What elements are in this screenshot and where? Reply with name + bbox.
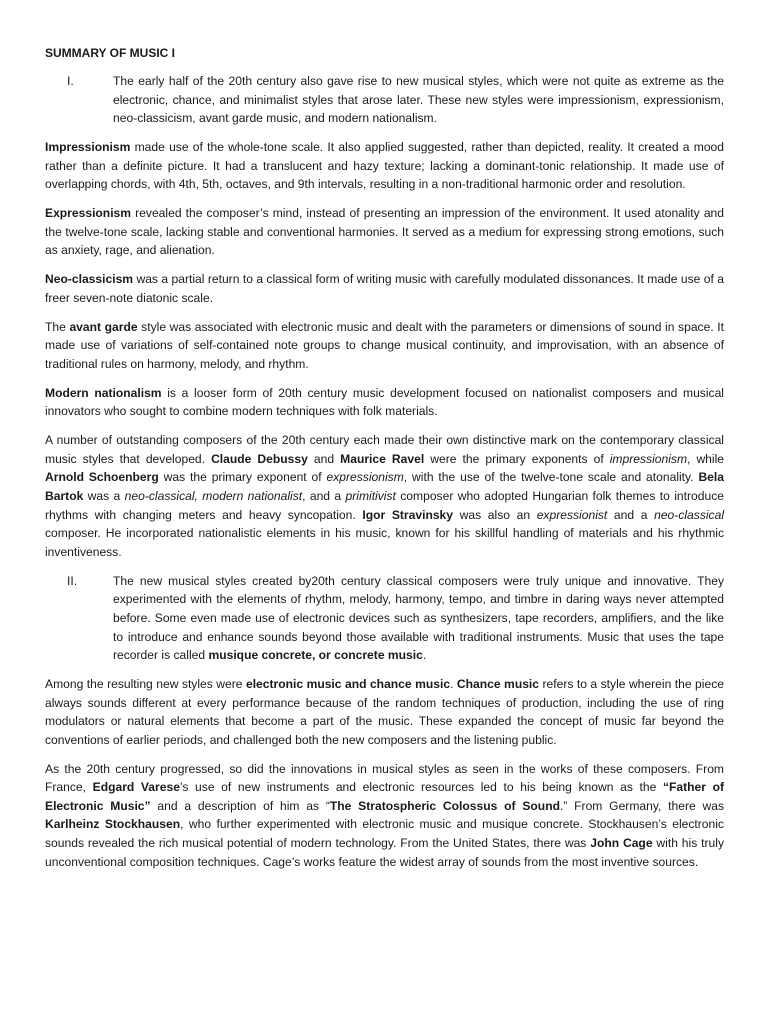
musique-concrete-term: musique concrete, or concrete music: [208, 648, 423, 663]
composers-text: was a: [83, 489, 125, 504]
neoclassicism-paragraph: [45, 270, 724, 307]
composers-text: was the primary exponent of: [158, 470, 327, 485]
nationalism-term: Modern nationalism: [45, 385, 162, 400]
impressionism-term: Impressionism: [45, 140, 131, 155]
composer-debussy: Claude Debussy: [211, 451, 308, 466]
composer-schoenberg: Arnold Schoenberg: [45, 470, 159, 485]
resulting-styles-paragraph: [45, 675, 724, 749]
composers-text: and: [307, 451, 341, 466]
nationalism-paragraph: [45, 384, 724, 421]
section-2-end: .: [422, 648, 427, 663]
avantgarde-pre: The: [45, 319, 70, 334]
resulting-text: refers to a style wherein the piece always sounds different at every performance because of the random techniques of production, including the use of ring modulators or natural elements that become a part of the music. These expanded the concept of music far beyond the conventions of earlier periods, and challenged both the new composers and the listening public.: [45, 677, 724, 747]
section-1-text: The early half of the 20th century also gave rise to new musical styles, which were not quite as extreme as the electronic, chance, and minimalist styles that arose later. These new styles were impressionism, expressionism, neo-classicism, avant garde music, and modern nationalism.: [113, 74, 724, 126]
style-expressionism: expressionism: [326, 470, 404, 485]
neoclassicism-text: was a partial return to a classical form of writing music with carefully modulated dissonances. It made use of a freer seven-note diatonic scale.: [45, 272, 724, 305]
innovations-text: ’s use of new instruments and electronic resources led to his being known as the: [179, 780, 663, 795]
expressionism-text: revealed the composer’s mind, instead of presenting an impression of the environment. It used atonality and the twelve-tone scale, lacking stable and conventional harmonies. It served as a medium for expressing strong emotions, such as anxiety, rage, and alienation.: [45, 206, 724, 258]
section-1-number: I.: [67, 74, 74, 88]
impressionism-text: made use of the whole-tone scale. It also applied suggested, rather than depicted, reality. It created a mood rather than a definite picture. It had a translucent and hazy texture; lacking a dominant-tonic relationship. It made use of overlapping chords, with 4th, 5th, octaves, and 9th intervals, resulting in a non-traditional harmonic order and resolution.: [45, 140, 724, 192]
composers-text: was also an: [453, 507, 537, 522]
composer-bartok: Bela Bartok: [45, 470, 724, 504]
composers-text: were the primary exponents of: [424, 451, 610, 466]
father-of-electronic-music: “Father of Electronic Music”: [45, 780, 724, 813]
nationalism-text: is a looser form of 20th century music development focused on nationalist composers and musical innovators who sought to combine modern techniques with folk materials.: [45, 385, 724, 419]
composers-text: and a: [607, 507, 655, 522]
expressionism-term: Expressionism: [45, 206, 132, 221]
impressionism-paragraph: [45, 138, 724, 194]
style-primitivist: primitivist: [345, 489, 396, 504]
composers-text: , with the use of the twelve-tone scale and atonality.: [403, 470, 699, 485]
composer-ravel: Maurice Ravel: [340, 451, 425, 466]
section-2-text: The new musical styles created by20th century classical composers were truly unique and innovative. They experimented with the elements of rhythm, melody, harmony, tempo, and timbre in daring ways never attempted before. Some even made use of electronic devices such as synthesizers, tape recorders, amplifiers, and the like to introduce and enhance sounds beyond those available with traditional instruments. Music that uses the tape recorder is called: [113, 573, 724, 663]
composers-text: A number of outstanding composers of the 20th century each made their own distinctive mark on the contemporary classical music styles that developed.: [45, 433, 724, 466]
innovations-text: , who further experimented with electronic music and musique concrete. Stockhausen’s electronic sounds revealed the rich musical potential of modern technology. From the United States, there was: [45, 817, 724, 851]
stratospheric-colossus: The Stratospheric Colossus of Sound: [329, 798, 560, 813]
avantgarde-term: avant garde: [69, 319, 138, 334]
style-neoclassical-nationalist: neo-classical, modern nationalist: [124, 489, 303, 504]
avantgarde-paragraph: [45, 318, 724, 374]
section-1-paragraph: [45, 72, 724, 128]
resulting-text: Among the resulting new styles were: [45, 677, 246, 691]
section-2-paragraph: [45, 572, 724, 665]
section-2-number: II.: [67, 573, 78, 588]
page-title: SUMMARY OF MUSIC I: [45, 46, 176, 60]
composers-text: , and a: [302, 489, 346, 504]
composers-text: composer who adopted Hungarian folk themes to introduce rhythms with changing meters and heavy syncopation.: [45, 489, 724, 522]
innovations-paragraph: [45, 760, 724, 872]
electronic-chance-term: electronic music and chance music: [245, 677, 451, 691]
innovations-text: .” From Germany, there was: [559, 798, 725, 813]
innovations-text: and a description of him as “: [150, 798, 330, 813]
composer-varese: Edgard Varese: [92, 780, 180, 795]
avantgarde-text: style was associated with electronic music and dealt with the parameters or dimensions of sound in space. It made use of variations of self-contained note groups to change musical continuity, and improvisation, with an absence of traditional rules on harmony, melody, and rhythm.: [45, 319, 724, 371]
style-impressionism: impressionism: [609, 451, 688, 466]
resulting-text: .: [450, 677, 457, 691]
composers-paragraph: [45, 431, 724, 561]
composer-cage: John Cage: [590, 836, 653, 851]
style-neoclassical: neo-classical: [654, 507, 725, 522]
expressionism-paragraph: [45, 204, 724, 260]
neoclassicism-term: Neo-classicism: [45, 272, 134, 287]
composer-stravinsky: Igor Stravinsky: [362, 507, 454, 522]
composers-text: composer. He incorporated nationalistic elements in his music, known for his skillful handling of materials and his rhythmic inventiveness.: [45, 526, 724, 559]
composer-stockhausen: Karlheinz Stockhausen: [45, 817, 181, 832]
chance-music-term: Chance music: [456, 677, 540, 691]
innovations-text: As the 20th century progressed, so did the innovations in musical styles as seen in the works of these composers. From France,: [45, 761, 724, 795]
composers-text: , while: [687, 451, 725, 466]
innovations-text: with his truly unconventional composition techniques. Cage’s works feature the widest array of sounds from the most inventive sources.: [45, 836, 724, 869]
style-expressionist: expressionist: [536, 507, 608, 522]
